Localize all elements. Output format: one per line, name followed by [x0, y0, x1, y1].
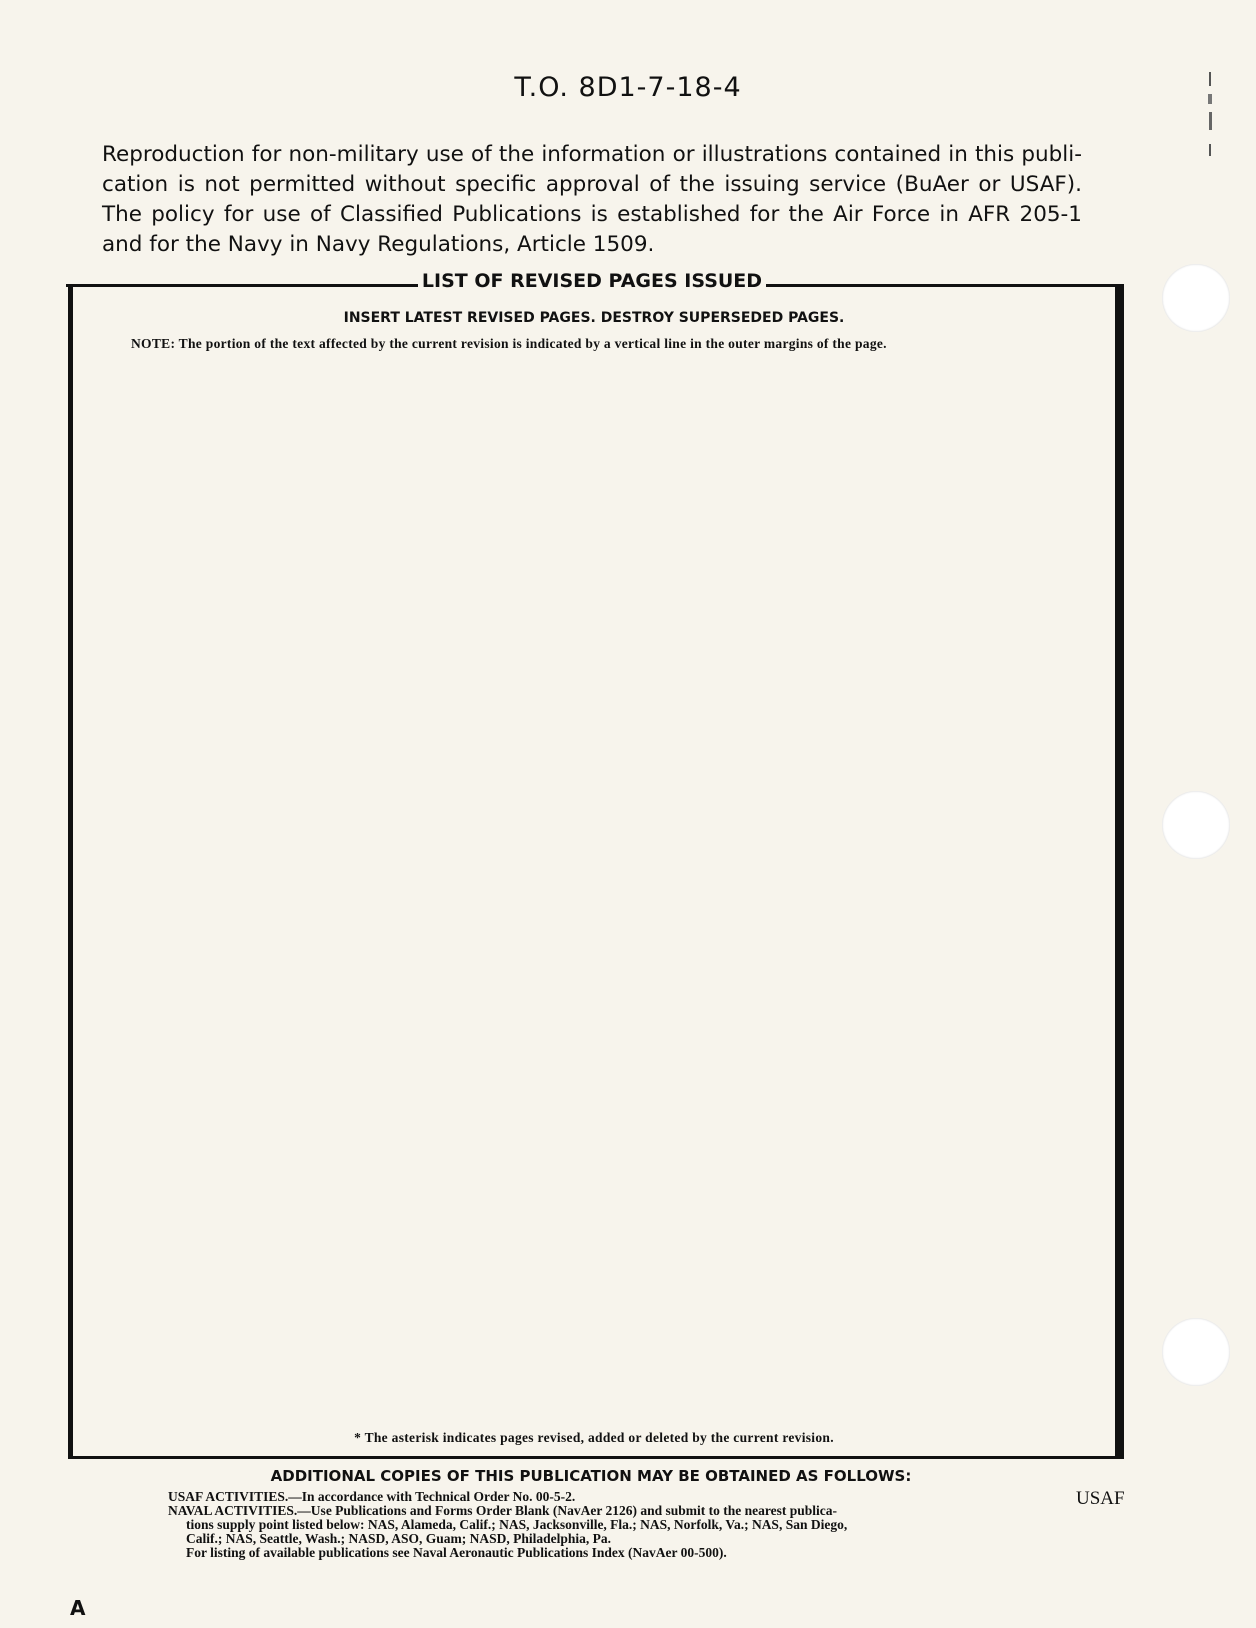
technical-order-number: T.O. 8D1-7-18-4 [514, 72, 742, 103]
revision-note: NOTE: The portion of the text affected by the current revision is indicated by a vertical line in the outer margins of the page. [131, 336, 887, 351]
revised-pages-box [68, 284, 1124, 1459]
asterisk-note: * The asterisk indicates pages revised, added or deleted by the current revision. [354, 1430, 834, 1445]
reproduction-notice [102, 140, 1082, 260]
ordering-instructions [168, 1490, 1048, 1560]
notice-line: and for the Navy in Navy Regulations, Article 1509. [102, 232, 655, 257]
publications-index-note: For listing of available publications see Naval Aeronautic Publications Index (NavAer 00-500). [186, 1545, 727, 1560]
naval-activities-cont: tions supply point listed below: NAS, Alameda, Calif.; NAS, Jacksonville, Fla.; NAS, Norfolk, Va.; NAS, San Diego, [186, 1517, 848, 1532]
naval-activities: NAVAL ACTIVITIES.—Use Publications and Forms Order Blank (NavAer 2126) and submit to the nearest publica- [168, 1503, 837, 1518]
punch-hole [1162, 1318, 1230, 1386]
usaf-activities: USAF ACTIVITIES.—In accordance with Technical Order No. 00-5-2. [168, 1489, 576, 1504]
usaf-tag: USAF [1076, 1488, 1125, 1509]
notice-line: cation is not permitted without specific approval of the issuing service (BuAer or USAF). [102, 172, 1082, 197]
additional-copies-heading: ADDITIONAL COPIES OF THIS PUBLICATION MAY BE OBTAINED AS FOLLOWS: [270, 1467, 912, 1485]
notice-line: Reproduction for non-military use of the information or illustrations contained in this publi- [102, 142, 1082, 167]
binder-mark-icon [1208, 72, 1213, 162]
punch-hole [1162, 791, 1230, 859]
notice-line: The policy for use of Classified Publications is established for the Air Force in AFR 205-1 [102, 202, 1082, 227]
revised-pages-instruction: INSERT LATEST REVISED PAGES. DESTROY SUPERSEDED PAGES. [343, 310, 845, 326]
punch-hole [1162, 264, 1230, 332]
naval-activities-cont: Calif.; NAS, Seattle, Wash.; NASD, ASO, Guam; NASD, Philadelphia, Pa. [186, 1531, 612, 1546]
revised-pages-title: LIST OF REVISED PAGES ISSUED [418, 270, 766, 292]
page-letter: A [70, 1596, 86, 1620]
